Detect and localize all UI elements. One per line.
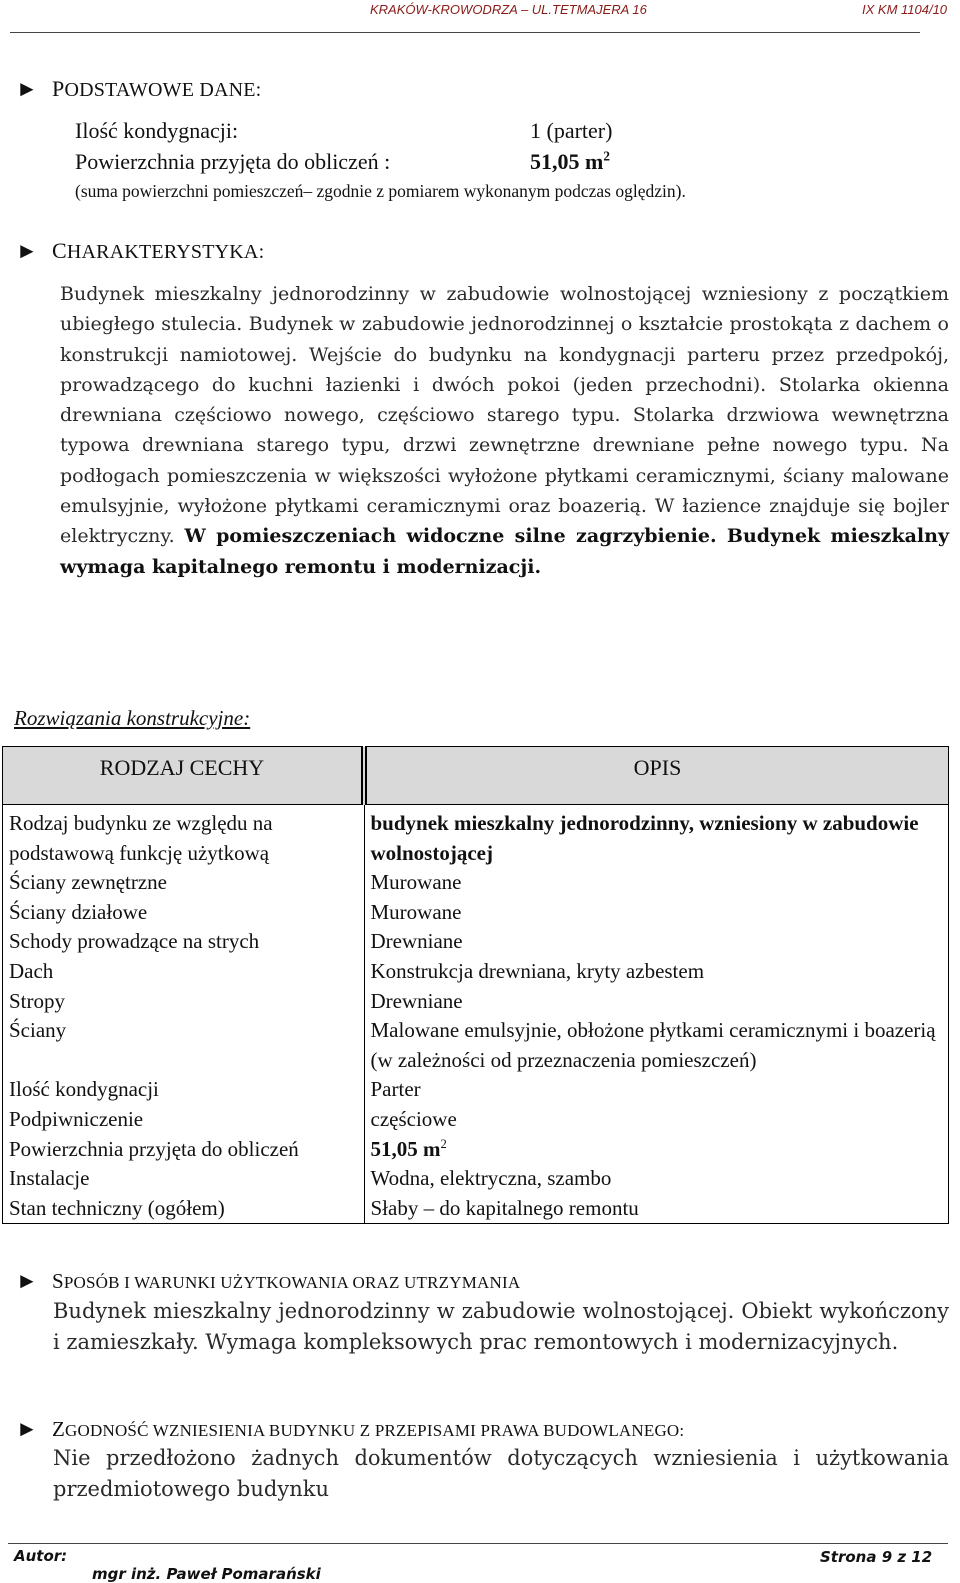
bullet-arrow-icon: ►	[16, 76, 38, 101]
floors-row	[75, 118, 613, 144]
table-row: Stropy Drewniane	[3, 987, 949, 1017]
footer-author-name: mgr inż. Paweł Pomarański	[92, 1565, 321, 1583]
compliance-paragraph: Nie przedłożono żadnych dokumentów dotyczących wzniesienia i użytkowania przedmiotowego budynku	[53, 1446, 949, 1501]
usage-paragraph: Budynek mieszkalny jednorodzinny w zabudowie wolnostojącej. Obiekt wykończony i zamieszkały. Wymaga kompleksowych prac remontowych i modernizacyjnych.	[53, 1299, 949, 1354]
section-compliance-heading: ► ZGODNOŚĆ WZNIESIENIA BUDYNKU Z PRZEPISAMI PRAWA BUDOWLANEGO:	[16, 1416, 685, 1441]
table-row: Podpiwniczenie częściowe	[3, 1105, 949, 1135]
area-row	[75, 148, 610, 175]
table-header-row	[3, 747, 949, 805]
area-note: (suma powierzchni pomieszczeń– zgodnie z pomiarem wykonanym podczas oględzin).	[75, 181, 686, 201]
characteristics-paragraph: Budynek mieszkalny jednorodzinny w zabudowie wolnostojącej wzniesiony z początkiem ubiegłego stulecia. Budynek w zabudowie jednorodzinnej o kształcie prostokąta z dachem o konstrukcji namiotowej. Wejście do budynku na kondygnacji parteru przez przedpokój, prowadzącego do kuchni łazienki i dwóch pokoi (jeden przechodni). Stolarka okienna drewniana częściowo nowego, częściowo starego typu. Stolarka drzwiowa wewnętrzna typowa drewniana starego typu, drzwi zewnętrzne drewniane pełne nowego typu. Na podłogach pomieszczenia w większości wyłożone płytkami ceramicznymi, ściany malowane emulsyjnie, wyłożone płytkami ceramicznymi oraz boazerią. W łazience znajduje się bojler elektryczny. W pomieszczeniach widoczne silne zagrzybienie. Budynek mieszkalny wymaga kapitalnego remontu i modernizacji.	[60, 283, 949, 578]
header-divider	[10, 32, 920, 33]
floors-label: Ilość kondygnacji:	[75, 118, 239, 143]
table-row: Rodzaj budynku ze względu na podstawową funkcję użytkową budynek mieszkalny jednorodzinny, wzniesiony w zabudowie wolnostojącej	[3, 805, 949, 869]
col-header-description: OPIS	[364, 747, 949, 805]
footer-author-label: Autor:	[14, 1547, 68, 1565]
construction-table	[2, 746, 949, 1224]
table-row: Ilość kondygnacji Parter	[3, 1075, 949, 1105]
construction-subtitle: Rozwiązania konstrukcyjne:	[14, 706, 251, 730]
footer-divider	[8, 1543, 948, 1544]
table-row: Dach Konstrukcja drewniana, kryty azbestem	[3, 957, 949, 987]
table-row: Ściany Malowane emulsyjnie, obłożone płytkami ceramicznymi i boazerią (w zależności od przeznaczenia pomieszczeń)	[3, 1016, 949, 1075]
page-header	[0, 0, 960, 24]
floors-value: 1 (parter)	[530, 118, 613, 143]
footer-page-number: Strona 9 z 12	[820, 1548, 933, 1566]
table-row: Ściany zewnętrzne Murowane	[3, 868, 949, 898]
bullet-arrow-icon: ►	[16, 238, 38, 263]
area-value: 51,05 $m^2$	[530, 148, 610, 174]
section-basic-data-heading: ► PODSTAWOWE DANE:	[16, 76, 262, 101]
section-characteristics-heading: ► CHARAKTERYSTYKA:	[16, 238, 265, 263]
section-usage-heading: ► SPOSÓB I WARUNKI UŻYTKOWANIA ORAZ UTRZYMANIA	[16, 1268, 521, 1293]
table-row: Powierzchnia przyjęta do obliczeń 51,05 $m^2$	[3, 1135, 949, 1165]
header-reference: IX KM 1104/10	[862, 2, 948, 17]
bullet-arrow-icon: ►	[16, 1416, 38, 1441]
col-header-feature: RODZAJ CECHY	[3, 747, 365, 805]
table-row: Ściany działowe Murowane	[3, 898, 949, 928]
table-row: Instalacje Wodna, elektryczna, szambo	[3, 1164, 949, 1194]
header-location: KRAKÓW-KROWODRZA – UL.TETMAJERA 16	[370, 2, 647, 17]
table-row: Schody prowadzące na strych Drewniane	[3, 927, 949, 957]
table-row: Stan techniczny (ogółem) Słaby – do kapitalnego remontu	[3, 1194, 949, 1224]
area-label: Powierzchnia przyjęta do obliczeń :	[75, 149, 391, 174]
characteristics-bold-statement: W pomieszczeniach widoczne silne zagrzybienie. Budynek mieszkalny wymaga kapitalnego remontu i modernizacji.	[60, 525, 949, 578]
bullet-arrow-icon: ►	[16, 1268, 38, 1293]
